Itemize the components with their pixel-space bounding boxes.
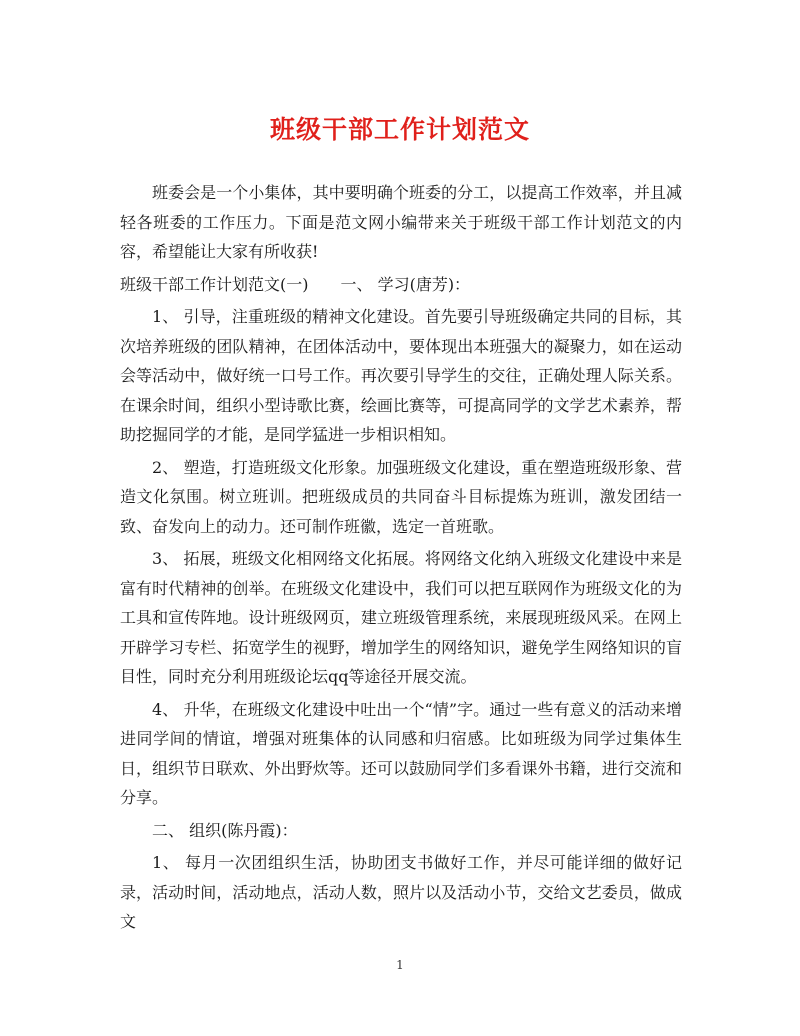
- paragraph-guide: 1、 引导，注重班级的精神文化建设。首先要引导班级确定共同的目标，其次培养班级的团队精神，在团体活动中，要体现出本班强大的凝聚力，如在运动会等活动中，做好统一口号工作。再次要引导学生的交往，正确处理人际关系。在课余时间，组织小型诗歌比赛，绘画比赛等，可提高同学的文学艺术素养，帮助挖掘同学的才能，是同学猛进一步相识相知。: [120, 307, 682, 444]
- intro-paragraph: 班委会是一个小集体，其中要明确个班委的分工，以提高工作效率，并且减轻各班委的工作压力。下面是范文网小编带来关于班级干部工作计划范文的内容，希望能让大家有所收获!: [120, 183, 682, 261]
- document-body: [120, 178, 682, 940]
- section-heading-study: 班级干部工作计划范文(一) 一、 学习(唐芳)：: [120, 274, 471, 294]
- paragraph-expand: 3、 拓展，班级文化相网络文化拓展。将网络文化纳入班级文化建设中来是富有时代精神的创举。在班级文化建设中，我们可以把互联网作为班级文化的为工具和宣传阵地。设计班级网页，建立班级管理系统，来展现班级风采。在网上开辟学习专栏、拓宽学生的视野，增加学生的网络知识，避免学生网络知识的盲目性，同时充分利用班级论坛qq等途径开展交流。: [120, 549, 682, 686]
- section-heading-organization: 二、 组织(陈丹霞)：: [152, 820, 298, 840]
- paragraph-monthly-activity: 1、 每月一次团组织生活，协助团支书做好工作，并尽可能详细的做好记录，活动时间，活动地点，活动人数，照片以及活动小节，交给文艺委员，做成文: [120, 853, 682, 931]
- paragraph-shape: 2、 塑造，打造班级文化形象。加强班级文化建设，重在塑造班级形象、营造文化氛围。树立班训。把班级成员的共同奋斗目标提炼为班训，激发团结一致、奋发向上的动力。还可制作班徽，选定一首班歌。: [120, 457, 682, 536]
- paragraph-sublimate: 4、 升华，在班级文化建设中吐出一个“情”字。通过一些有意义的活动来增进同学间的情谊，增强对班集体的认同感和归宿感。比如班级为同学过集体生日，组织节日联欢、外出野炊等。还可以鼓励同学们多看课外书籍，进行交流和分享。: [120, 699, 682, 807]
- page-number: 1: [396, 958, 404, 972]
- document-title: 班级干部工作计划范文: [269, 115, 530, 144]
